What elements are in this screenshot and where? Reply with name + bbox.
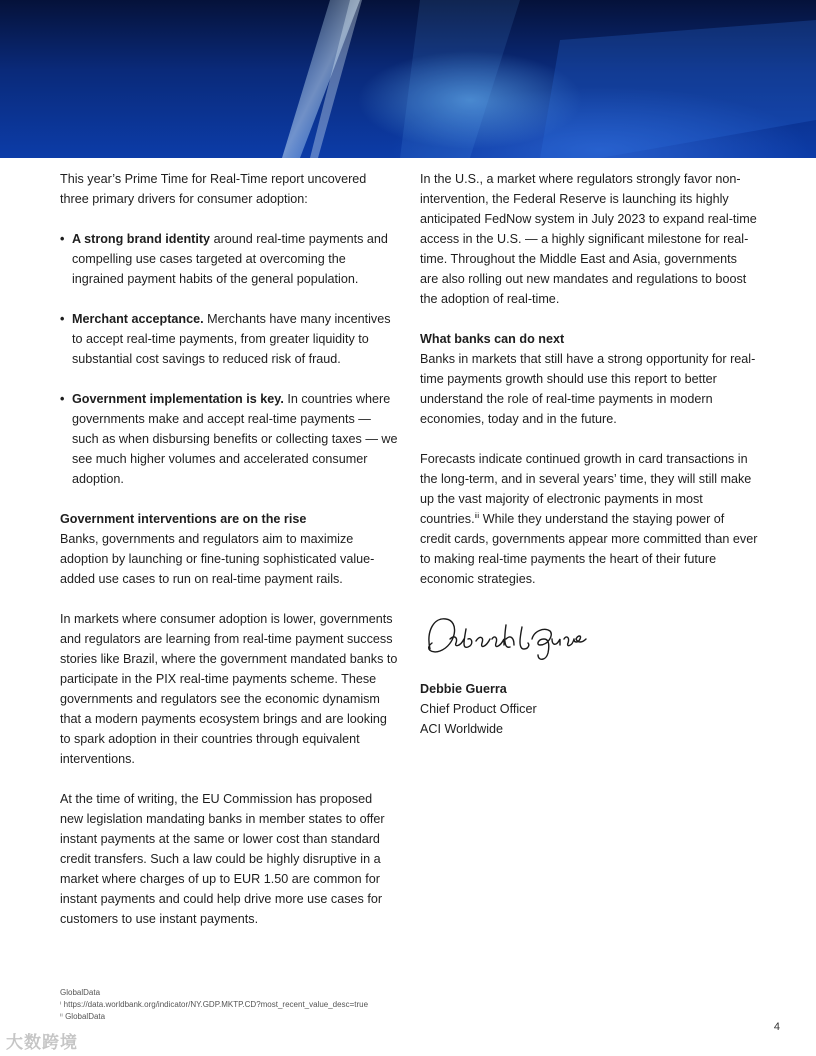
section-heading: What banks can do next: [420, 332, 565, 346]
forecast-text-cont: While they understand the staying power of credit cards, governments appear more committed than ever to making real-time payments the heart of their future economic strategies.: [420, 512, 758, 586]
page-number: 4: [773, 1021, 780, 1033]
footnote: ⁱⁱ GlobalData: [60, 1012, 106, 1021]
bullet-bold: A strong brand identity: [72, 232, 211, 246]
list-item: [60, 309, 398, 369]
bullet-bold: Merchant acceptance.: [72, 312, 204, 326]
bullet-text: around real-time payments and compelling use cases targeted at overcoming the ingrained payment habits of the general population.: [72, 232, 388, 286]
light-streak-graphic: [0, 0, 816, 158]
footnote: GlobalData: [60, 988, 101, 997]
intro-paragraph: This year’s Prime Time for Real-Time report uncovered three primary drivers for consumer adoption:: [60, 172, 367, 206]
right-column: [420, 169, 758, 739]
footnote: ⁱ https://data.worldbank.org/indicator/NY.GDP.MKTP.CD?most_recent_value_desc=true: [60, 1000, 369, 1009]
bullet-text: Merchants have many incentives to accept real-time payments, from greater liquidity to substantial cost savings to reduced risk of fraud.: [72, 312, 391, 366]
section-heading: Government interventions are on the rise: [60, 512, 307, 526]
forecast-text: Forecasts indicate continued growth in card transactions in the long-term, and in several years’ time, they will still make up the vast majority of electronic payments in most countries.: [420, 452, 752, 526]
drivers-list: [60, 229, 398, 489]
signer-company: ACI Worldwide: [420, 722, 504, 736]
footnote-ref: iii: [474, 512, 480, 520]
signature-graphic: [420, 609, 590, 669]
bullet-text: In countries where governments make and accept real-time payments — such as when disbursing benefits or collecting taxes — we see much higher volumes and accelerated consumer adoption.: [72, 392, 398, 486]
watermark-logo: 大数跨境: [6, 1033, 78, 1052]
header-banner-image: [0, 0, 816, 158]
bullet-bold: Government implementation is key.: [72, 392, 284, 406]
body-paragraph: Banks in markets that still have a strong opportunity for real-time payments growth should use this report to better understand the role of real-time payments in modern economies, today and in the future.: [420, 352, 756, 426]
body-paragraph: [420, 449, 758, 589]
body-paragraph: In the U.S., a market where regulators strongly favor non-intervention, the Federal Reserve is launching its highly anticipated FedNow system in July 2023 to expand real-time access in the U.S. — a highly significant milestone for real-time. Throughout the Middle East and Asia, governments are also rolling out new mandates and regulations to boost the adoption of real-time.: [420, 172, 757, 306]
body-paragraph: In markets where consumer adoption is lower, governments and regulators are learning from real-time payment success stories like Brazil, where the government mandated banks to participate in the PIX real-time payments scheme. These governments and regulators see the economic dynamism that a modern payments ecosystem brings and are looking to spark adoption in their countries through equivalent interventions.: [60, 612, 398, 766]
handwritten-signature: [420, 609, 758, 669]
body-paragraph: Banks, governments and regulators aim to maximize adoption by launching or fine-tuning sophisticated value-added use cases to run on real-time payment rails.: [60, 532, 375, 586]
list-item: [60, 229, 398, 289]
left-column: [60, 169, 398, 949]
signer-name: Debbie Guerra: [420, 682, 507, 696]
footnotes: [60, 987, 368, 1023]
signer-title: Chief Product Officer: [420, 702, 537, 716]
body-paragraph: At the time of writing, the EU Commission has proposed new legislation mandating banks in member states to offer instant payments at the same or lower cost than standard credit transfers. Such a law could be highly disruptive in a market where charges of up to EUR 1.50 are common for instant payments and could help drive more use cases for customers to use instant payments.: [60, 792, 385, 926]
list-item: [60, 389, 398, 489]
